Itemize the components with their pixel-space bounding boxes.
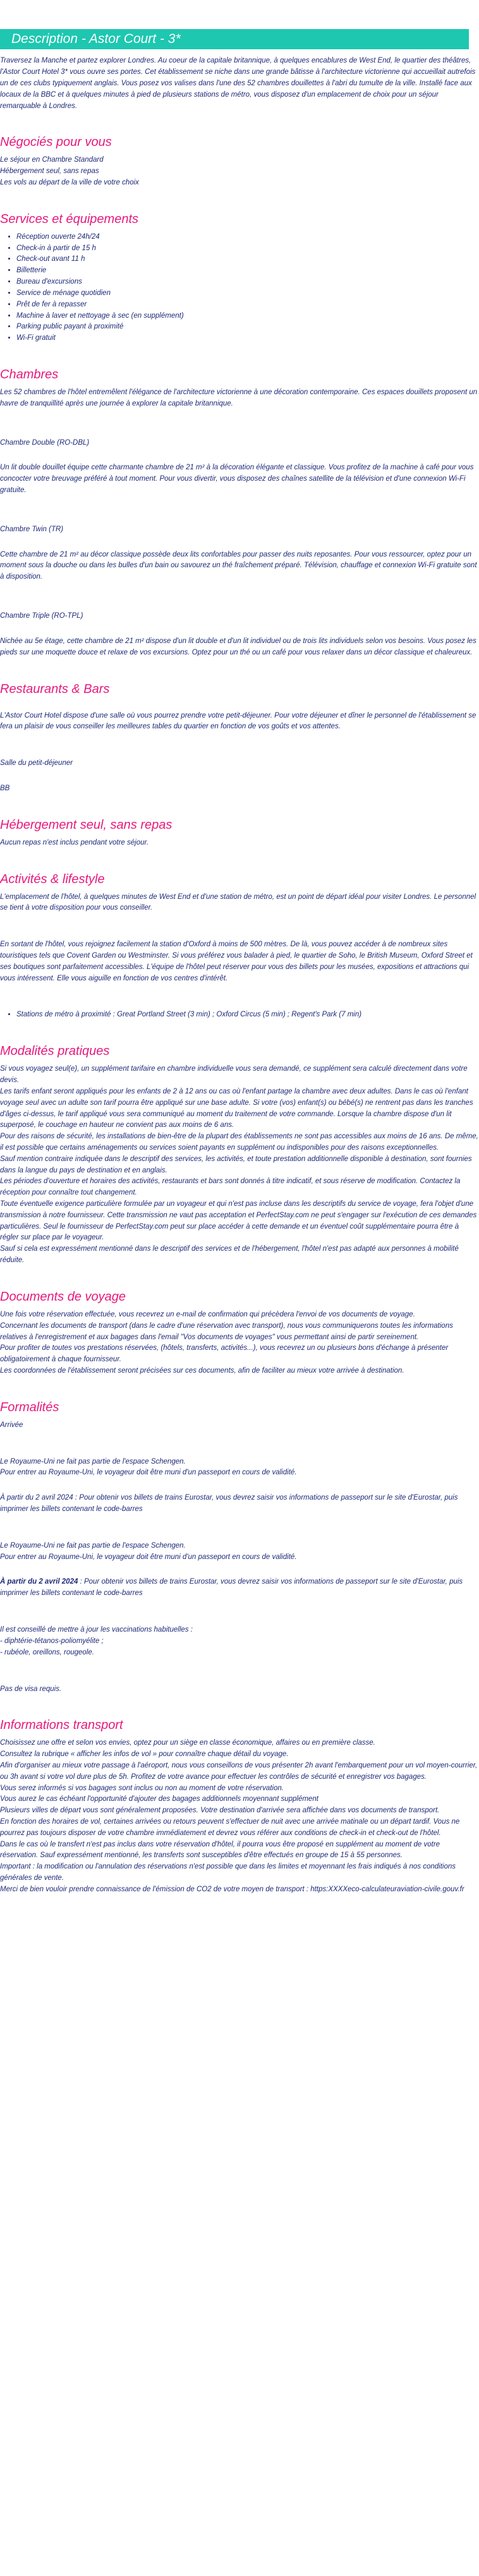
vaccination-line: - rubéole, oreillons, rougeole. <box>0 1648 94 1656</box>
negocies-heading: Négociés pour vous <box>0 135 112 150</box>
activites-p1: L'emplacement de l'hôtel, à quelques minutes de West End et d'une station de métro, est un point de départ idéal pour visiter Londres. Le personnel se tient à votre disposition pour vous conseiller. <box>0 893 476 912</box>
eurostar-text: : Pour obtenir vos billets de trains Eurostar, vous devrez saisir vos informations de passeport sur le site d'Eurostar, puis imprimer les billets contenant le code-barres <box>0 1578 463 1598</box>
vaccination-line: Il est conseillé de mettre à jour les vaccinations habituelles : <box>0 1626 193 1634</box>
service-item: • Check-out avant 11 h <box>16 254 479 265</box>
service-item: • Billetterie <box>16 265 479 277</box>
stations-list <box>0 1009 479 1021</box>
room-name-triple: Chambre Triple (RO-TPL) <box>0 612 83 620</box>
formalites-heading: Formalités <box>0 1400 59 1414</box>
service-item: • Parking public payant à proximité <box>16 322 479 333</box>
eurostar-note <box>0 1577 479 1599</box>
services-heading: Services et équipements <box>0 212 139 226</box>
room-desc-double: Un lit double douillet équipe cette charmante chambre de 21 m² à la décoration élégante et classique. Vous profitez de la machine à café pour vous concocter votre breuvage préféré à tout moment. Pour vous divertir, vous disposez des chaînes satellite de la télévision et d'une connexion Wi-Fi gratuite. <box>0 464 474 495</box>
uk-passport-line: Pour entrer au Royaume-Uni, le voyageur doit être muni d'un passeport en cours de validité. <box>0 1469 297 1477</box>
chambres-intro: Les 52 chambres de l'hôtel entremêlent l'élégance de l'architecture victorienne à une décoration contemporaine. Ces espaces douillets proposent un havre de tranquillité après une journée à explorer la capitale britannique. <box>0 388 478 407</box>
activites-heading: Activités & lifestyle <box>0 872 105 886</box>
transport-text: Choisissez une offre et selon vos envies, optez pour un siège en classe économique, affaires ou en première classe. Consultez la rubrique « afficher les infos de vol » pour connaître chaque détail du voyage. Afin d'organiser au mieux votre passage à l'aéroport, nous vous conseillons de vous présenter 2h avant l'embarquement pour un vol moyen-courrier, ou 3h avant si votre vol dure plus de 5h. Profitez de votre avance pour effectuer les contrôles de sécurité et enregistrer vos bagages. Vous serez informés si vos bagages sont inclus ou non au moment de votre réservation. Vous aurez le cas échéant l'opportunité d'ajouter des bagages additionnels moyennant supplément Plusieurs villes de départ vous sont généralement proposées. Votre destination d'arrivée sera affichée dans vos documents de transport. En fonction des horaires de vol, certaines arrivées ou retours peuvent s'effectuer de nuit avec une arrivée matinale ou un départ tardif. Vous ne pourrez pas toujours disposer de votre chambre immédiatement et devrez vous référer aux conditions de check-in et check-out de l'hôtel. Dans le cas où le transfert n'est pas inclus dans votre réservation d'hôtel, il pourra vous être proposé en supplément au moment de votre réservation. Sauf expressément mentionné, les transferts sont susceptibles d'être effectués en groupe de 15 à 55 personnes. Important : la modification ou l'annulation des réservations n'est possible que dans les limites et moyennant les frais indiqués à nos conditions générales de vente. Merci de bien vouloir prendre connaissance de l'émission de CO2 de votre moyen de transport : https:XXXXeco-calculateuraviation-civile.gouv.fr <box>0 1739 478 1893</box>
negocies-line: Le séjour en Chambre Standard <box>0 156 104 164</box>
transport-heading: Informations transport <box>0 1718 123 1733</box>
room-name-double: Chambre Double (RO-DBL) <box>0 438 90 447</box>
documents-text: Une fois votre réservation effectuée, vous recevrez un e-mail de confirmation qui précèdera l'envoi de vos documents de voyage. Concernant les documents de transport (dans le cadre d'une réservation avec transport), nous vous communiquerons toutes les informations relatives à l'enregistrement et aux bagages dans l'email "Vos documents de voyages" vous permettant ainsi de partir sereinement. Pour profiter de toutes vos prestations réservées, (hôtels, transferts, activités...), vous recevrez un ou plusieurs bons d'échange à présenter obligatoirement à chaque fournisseur. Les coordonnées de l'établissement seront précisées sur ces documents, afin de faciliter au mieux votre arrivée à destination. <box>0 1310 453 1375</box>
service-item: • Service de ménage quotidien <box>16 288 479 299</box>
service-item: • Bureau d'excursions <box>16 277 479 288</box>
eurostar-date: À partir du 2 avril 2024 <box>0 1578 78 1586</box>
intro-text: Traversez la Manche et partez explorer Londres. Au coeur de la capitale britannique, à quelques encablures de West End, le quartier des théâtres, l'Astor Court Hotel 3* vous ouvre ses portes. Cet établissement se niche dans une grande bâtisse à l'architecture victorienne qui accueillait autrefois un de ces clubs typiquement anglais. Vous posez vos valises dans l'une des 52 chambres douillettes à l'abri du tumulte de la ville. Installé face aux locaux de la BBC et à quelques minutes à pied de plusieurs stations de métro, vous disposez d'un emplacement de choix pour un séjour remarquable à Londres. <box>0 57 476 110</box>
eurostar-note: À partir du 2 avril 2024 : Pour obtenir vos billets de trains Eurostar, vous devrez saisir vos informations de passeport sur le site d'Eurostar, puis imprimer les billets contenant le code-barres <box>0 1494 458 1514</box>
content <box>0 56 479 1895</box>
uk-schengen-line: Le Royaume-Uni ne fait pas partie de l'espace Schengen. <box>0 1541 186 1550</box>
visa-line: Pas de visa requis. <box>0 1685 62 1693</box>
hebergement-heading: Hébergement seul, sans repas <box>0 817 173 832</box>
hebergement-text: Aucun repas n'est inclus pendant votre séjour. <box>0 838 149 846</box>
stations-item: • Stations de métro à proximité : Great Portland Street (3 min) ; Oxford Circus (5 min) ; Regent's Park (7 min) <box>16 1009 479 1021</box>
room-name-twin: Chambre Twin (TR) <box>0 525 64 533</box>
uk-schengen-line: Le Royaume-Uni ne fait pas partie de l'espace Schengen. <box>0 1457 186 1466</box>
chambres-heading: Chambres <box>0 367 59 382</box>
negocies-line: Les vols au départ de la ville de votre choix <box>0 179 139 187</box>
services-list <box>0 232 479 344</box>
room-desc-triple: Nichée au 5e étage, cette chambre de 21 m² dispose d'un lit double et d'un lit individuel ou de trois lits individuels selon vos besoins. Vous posez les pieds sur une moquette douce et relaxe de vos excursions. Optez pour un thé ou un café pour vous relaxer dans un décor classique et chaleureux. <box>0 637 476 656</box>
service-item: • Réception ouverte 24h/24 <box>16 232 479 243</box>
negocies-list <box>0 155 479 188</box>
modalites-text: Si vous voyagez seul(e), un supplément tarifaire en chambre individuelle vous sera demandé, ce supplément sera calculé directement dans votre devis. Les tarifs enfant seront appliqués pour les enfants de 2 à 12 ans ou cas où l'enfant partage la chambre avec deux adultes. Dans le cas où l'enfant voyage seul avec un adulte son tarif pourra être appliqué sur une base adulte. Si votre (vos) enfant(s) ou bébé(s) ne rentrent pas dans les tranches d'âges ci-dessus, le tarif appliqué vous sera communiqué au moment du traitement de votre commande. Lorsque la chambre dispose d'un lit superposé, le couchage en hauteur ne convient pas aux moins de 6 ans. Pour des raisons de sécurité, les installations de bien-être de la plupart des établissements ne sont pas accessibles aux moins de 16 ans. De même, il est possible que certains aménagements ou services soient payants en supplément ou indisponibles pour des raisons exceptionnelles. Sauf mention contraire indiquée dans le descriptif des services, les activités, et toute prestation additionnelle disponible à destination, sont fournies dans la langue du pays de destination et en anglais. Les périodes d'ouverture et horaires des activités, restaurants et bars sont donnés à titre indicatif, et sous réserve de modification. Contactez la réception pour connaître tout changement. Toute éventuelle exigence particulière formulée par un voyageur et qui n'est pas incluse dans les descriptifs du service de voyage, fera l'objet d'une transmission à notre fournisseur. Cette transmission ne vaut pas acceptation et PerfectStay.com ne peut s'engager sur l'exécution de ces demandes particulières. Seul le fournisseur de PerfectStay.com peut sur place accéder à cette demande et un éventuel coût supplémentaire pourra être à régler sur place par le voyageur. Sauf si cela est expressément mentionné dans le descriptif des services et de l'hébergement, l'hôtel n'est pas adapté aux personnes à mobilité réduite. <box>0 1065 478 1265</box>
restaurants-heading: Restaurants & Bars <box>0 682 110 696</box>
formalites-arrivee: Arrivée <box>0 1421 23 1429</box>
uk-passport-line: Pour entrer au Royaume-Uni, le voyageur doit être muni d'un passeport en cours de validité. <box>0 1553 297 1561</box>
vaccination-line: - diphtérie-tétanos-poliomyélite ; <box>0 1637 104 1645</box>
restaurants-venue: Salle du petit-déjeuner <box>0 759 73 767</box>
service-item: • Machine à laver et nettoyage à sec (en supplément) <box>16 311 479 322</box>
negocies-line: Hébergement seul, sans repas <box>0 167 99 176</box>
service-item: • Wi-Fi gratuit <box>16 333 479 344</box>
service-item: • Prêt de fer à repasser <box>16 299 479 311</box>
documents-heading: Documents de voyage <box>0 1289 126 1304</box>
service-item: • Check-in à partir de 15 h <box>16 243 479 255</box>
activites-p2: En sortant de l'hôtel, vous rejoignez facilement la station d'Oxford à moins de 500 mètres. De là, vous pouvez accéder à de nombreux sites touristiques tels que Covent Garden ou Westminster. Si vous préférez vous balader à pied, le quartier de Soho, le British Museum, Oxford Street et ses boutiques sont parfaitement accessibles. L'équipe de l'hôtel peut réserver pour vous des billets pour les musées, expositions et attractions qui vous intéressent. Elle vous aiguille en fonction de vos centres d'intérêt. <box>0 941 473 982</box>
room-desc-twin: Cette chambre de 21 m² au décor classique possède deux lits confortables pour passer des nuits reposantes. Pour vous ressourcer, optez pour un moment sous la douche ou dans les bulles d'un bain ou savourez un thé fraîchement préparé. Télévision, chauffage et connexion Wi-Fi gratuite sont à disposition. <box>0 550 477 581</box>
page-title: Description - Astor Court - 3* <box>0 29 469 49</box>
restaurants-code: BB <box>0 784 10 792</box>
restaurants-text: L'Astor Court Hotel dispose d'une salle où vous pourrez prendre votre petit-déjeuner. Pour votre déjeuner et dîner le personnel de l'établissement se fera un plaisir de vous conseiller les meilleures tables du quartier en fonction de vos goûts et vos attentes. <box>0 711 476 731</box>
modalites-heading: Modalités pratiques <box>0 1044 110 1059</box>
